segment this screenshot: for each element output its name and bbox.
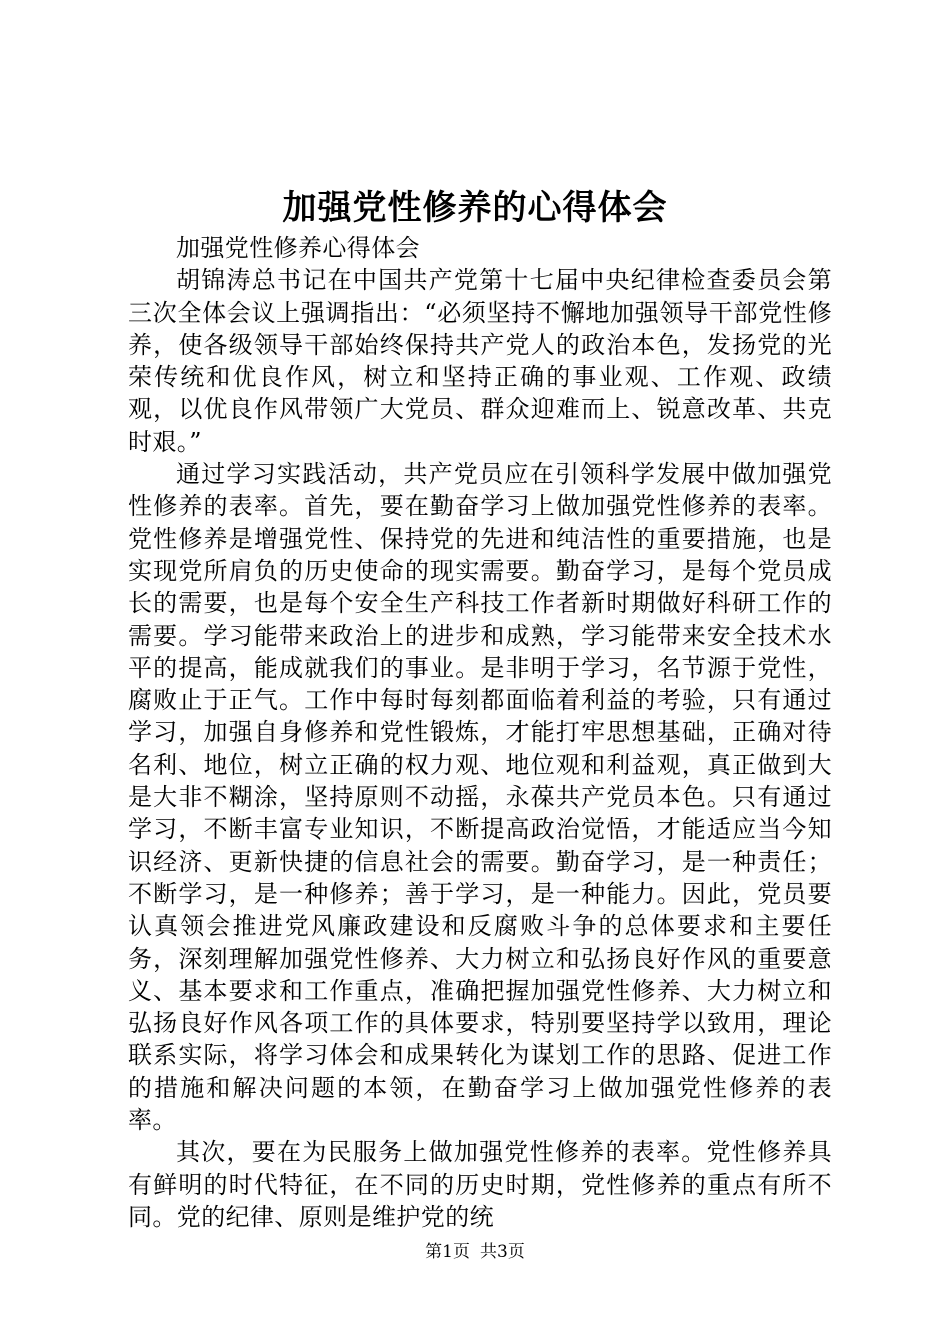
- document-title: 加强党性修养的心得体会: [282, 188, 668, 228]
- paragraph-study: 通过学习实践活动，共产党员应在引领科学发展中做加强党性修养的表率。首先，要在勤奋学习上做加强党性修养的表率。党性修养是增强党性、保持党的先进和纯洁性的重要措施，也是实现党所肩负的历史使命的现实需要。勤奋学习，是每个党员成长的需要，也是每个安全生产科技工作者新时期做好科研工作的需要。学习能带来政治上的进步和成熟，学习能带来安全技术水平的提高，能成就我们的事业。是非明于学习，名节源于党性，腐败止于正气。工作中每时每刻都面临着利益的考验，只有通过学习，加强自身修养和党性锻炼，才能打牢思想基础，正确对待名利、地位，树立正确的权力观、地位观和利益观，真正做到大是大非不糊涂，坚持原则不动摇，永葆共产党员本色。只有通过学习，不断丰富专业知识，不断提高政治觉悟，才能适应当今知识经济、更新快捷的信息社会的需要。勤奋学习，是一种责任；不断学习，是一种修养；善于学习，是一种能力。因此，党员要认真领会推进党风廉政建设和反腐败斗争的总体要求和主要任务，深刻理解加强党性修养、大力树立和弘扬良好作风的重要意义、基本要求和工作重点，准确把握加强党性修养、大力树立和弘扬良好作风各项工作的具体要求，特别要坚持学以致用，理论联系实际，将学习体会和成果转化为谋划工作的思路、促进工作的措施和解决问题的本领，在勤奋学习上做加强党性修养的表率。: [128, 460, 832, 1135]
- page-number: 第1页: [425, 1242, 470, 1262]
- paragraph-quote: 胡锦涛总书记在中国共产党第十七届中央纪律检查委员会第三次全体会议上强调指出：“必须坚持不懈地加强领导干部党性修养，使各级领导干部始终保持共产党人的政治本色，发扬党的光荣传统和优良作风，树立和坚持正确的事业观、工作观、政绩观，以优良作风带领广大党员、群众迎难而上、锐意改革、共克时艰。”: [128, 266, 832, 456]
- document-body: [128, 232, 832, 1233]
- page-footer: [0, 1240, 950, 1264]
- paragraph-subtitle: 加强党性修养心得体会: [176, 234, 420, 262]
- page-total: 共3页: [480, 1242, 525, 1262]
- paragraph-service: 其次，要在为民服务上做加强党性修养的表率。党性修养具有鲜明的时代特征，在不同的历史时期，党性修养的重点有所不同。党的纪律、原则是维护党的统: [128, 1138, 832, 1231]
